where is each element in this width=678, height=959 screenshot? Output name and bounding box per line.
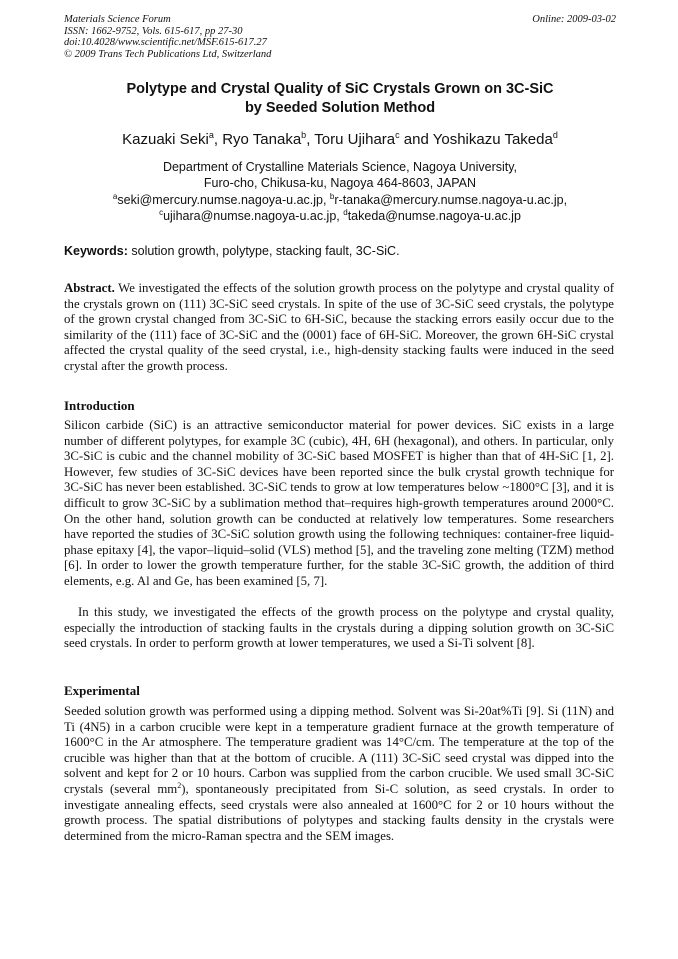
email-mark: b <box>329 192 335 201</box>
journal-header <box>64 14 616 60</box>
affiliation <box>64 159 616 191</box>
author-mark: b <box>301 130 307 140</box>
experimental-text-a: Seeded solution growth was performed using a dipping method. Solvent was Si-20at%Ti [9]. Si (11N) and Ti (4N5) in a carbon crucible were kept in a temperature gradient furnace at the growth temperature of 1600°C in the Ar atmosphere. The temperature gradient was 14°C/cm. The temperature at the top of the crucible was higher than that at the bottom of crucible. A (111) 3C-SiC seed crystal was dipped into the solvent and kept for 2 or 10 hours. Carbon was supplied from the carbon crucible. We used small 3C-SiC crystals (several mm <box>64 704 614 796</box>
email-list <box>64 192 616 224</box>
email-ujihara[interactable]: ujihara@numse.nagoya-u.ac.jp, <box>163 209 344 223</box>
author-name: Toru Ujihara <box>314 131 396 148</box>
author-name: Yoshikazu Takeda <box>432 131 553 148</box>
email-mark: d <box>343 208 348 217</box>
paper-title <box>64 80 616 118</box>
experimental-heading: Experimental <box>64 683 140 698</box>
superscript: 2 <box>177 780 182 790</box>
title-line-1: Polytype and Crystal Quality of SiC Crystals Grown on 3C-SiC <box>126 81 554 97</box>
email-takeda[interactable]: takeda@numse.nagoya-u.ac.jp <box>347 209 521 223</box>
author-separator: , <box>306 131 315 148</box>
affiliation-line-2: Furo-cho, Chikusa-ku, Nagoya 464-8603, JAPAN <box>203 176 477 190</box>
email-mark: c <box>159 208 164 217</box>
author-name: Kazuaki Seki <box>122 131 209 148</box>
journal-name: Materials Science Forum <box>64 14 171 25</box>
doi-line[interactable]: doi:10.4028/www.scientific.net/MSF.615-617.27 <box>64 37 267 48</box>
online-date: Online: 2009-03-02 <box>532 14 616 25</box>
affiliation-line-1: Department of Crystalline Materials Science, Nagoya University, <box>162 160 518 174</box>
experimental-text-b: ), spontaneously precipitated from Si-C solution, as seed crystals. In order to investigate annealing effects, seed crystals were also annealed at 1600°C for 2 or 10 hours without the growth process. The spatial distributions of polytypes and stacking faults density in the crystals were determined from the micro-Raman spectra and the SEM images. <box>64 781 614 843</box>
keywords-text: solution growth, polytype, stacking fault, 3C-SiC. <box>127 244 400 258</box>
author-name: Ryo Tanaka <box>222 131 302 148</box>
author-separator: , <box>213 131 223 148</box>
author-mark: a <box>208 130 214 140</box>
introduction-paragraph-1: Silicon carbide (SiC) is an attractive semiconductor material for power devices. SiC exists in a large number of different polytypes, for example 3C (cubic), 4H, 6H (hexagonal), and others. In particular, only 3C-SiC is cubic and the channel mobility of 3C-SiC based MOSFET is higher than that of 4H-SiC [1, 2]. However, few studies of 3C-SiC devices have been reported since the bulk crystal growth technique for 3C-SiC has never been established. 3C-SiC tends to grow at low temperatures below ~1800°C [3], and it is difficult to grow 3C-SiC by a sublimation method that–requires high-growth temperatures around 2000°C. On the other hand, solution growth can be conducted at relatively low temperatures. Some researchers have reported the studies of 3C-SiC solution growth using the following techniques: container-free liquid-phase epitaxy [4], the vapor–liquid–solid (VLS) method [5], and the traveling zone melting (TZM) method [6]. In order to lower the growth temperature further, for the stable 3C-SiC growth, the addition of third elements, e.g. Al and Ge, has been examined [5, 7]. <box>64 418 614 588</box>
abstract-label: Abstract. <box>64 281 115 295</box>
author-separator: and <box>399 131 433 148</box>
issn-line: ISSN: 1662-9752, Vols. 615-617, pp 27-30 <box>64 25 243 37</box>
author-list <box>64 130 616 150</box>
email-mark: a <box>112 192 118 201</box>
abstract <box>64 281 614 375</box>
experimental-paragraph-1 <box>64 704 614 844</box>
copyright-line: © 2009 Trans Tech Publications Ltd, Switzerland <box>64 48 272 60</box>
title-line-2: by Seeded Solution Method <box>244 100 436 116</box>
author-mark: c <box>395 130 400 140</box>
email-tanaka[interactable]: r-tanaka@mercury.numse.nagoya-u.ac.jp, <box>334 193 568 207</box>
email-seki[interactable]: seki@mercury.numse.nagoya-u.ac.jp, <box>117 193 330 207</box>
author-mark: d <box>552 130 558 140</box>
introduction-paragraph-2: In this study, we investigated the effects of the growth process on the polytype and crystal quality, especially the introduction of stacking faults in the crystals during a dipping solution growth on 3C-SiC seed crystals. In order to perform growth at lower temperatures, we used a Si-Ti solvent [8]. <box>64 605 614 651</box>
email-line-2 <box>64 208 616 224</box>
email-line-1 <box>64 192 616 208</box>
introduction-heading: Introduction <box>64 398 135 413</box>
keywords-label: Keywords: <box>64 244 128 258</box>
keywords <box>64 243 616 259</box>
abstract-text: We investigated the effects of the solution growth process on the polytype and crystal quality of the crystals grown on (111) 3C-SiC seed crystals. In spite of the use of 3C-SiC seed crystals, the polytype of the grown crystal changed from 3C-SiC to 6H-SiC, because the stacking errors easily occur due to the similarity of the (111) face of 3C-SiC and the (0001) face of 6H-SiC. Moreover, the grown 6H-SiC crystal affected the crystal quality of the seed crystal, i.e., high-density stacking faults were induced in the seed crystal after the growth process. <box>64 281 614 373</box>
